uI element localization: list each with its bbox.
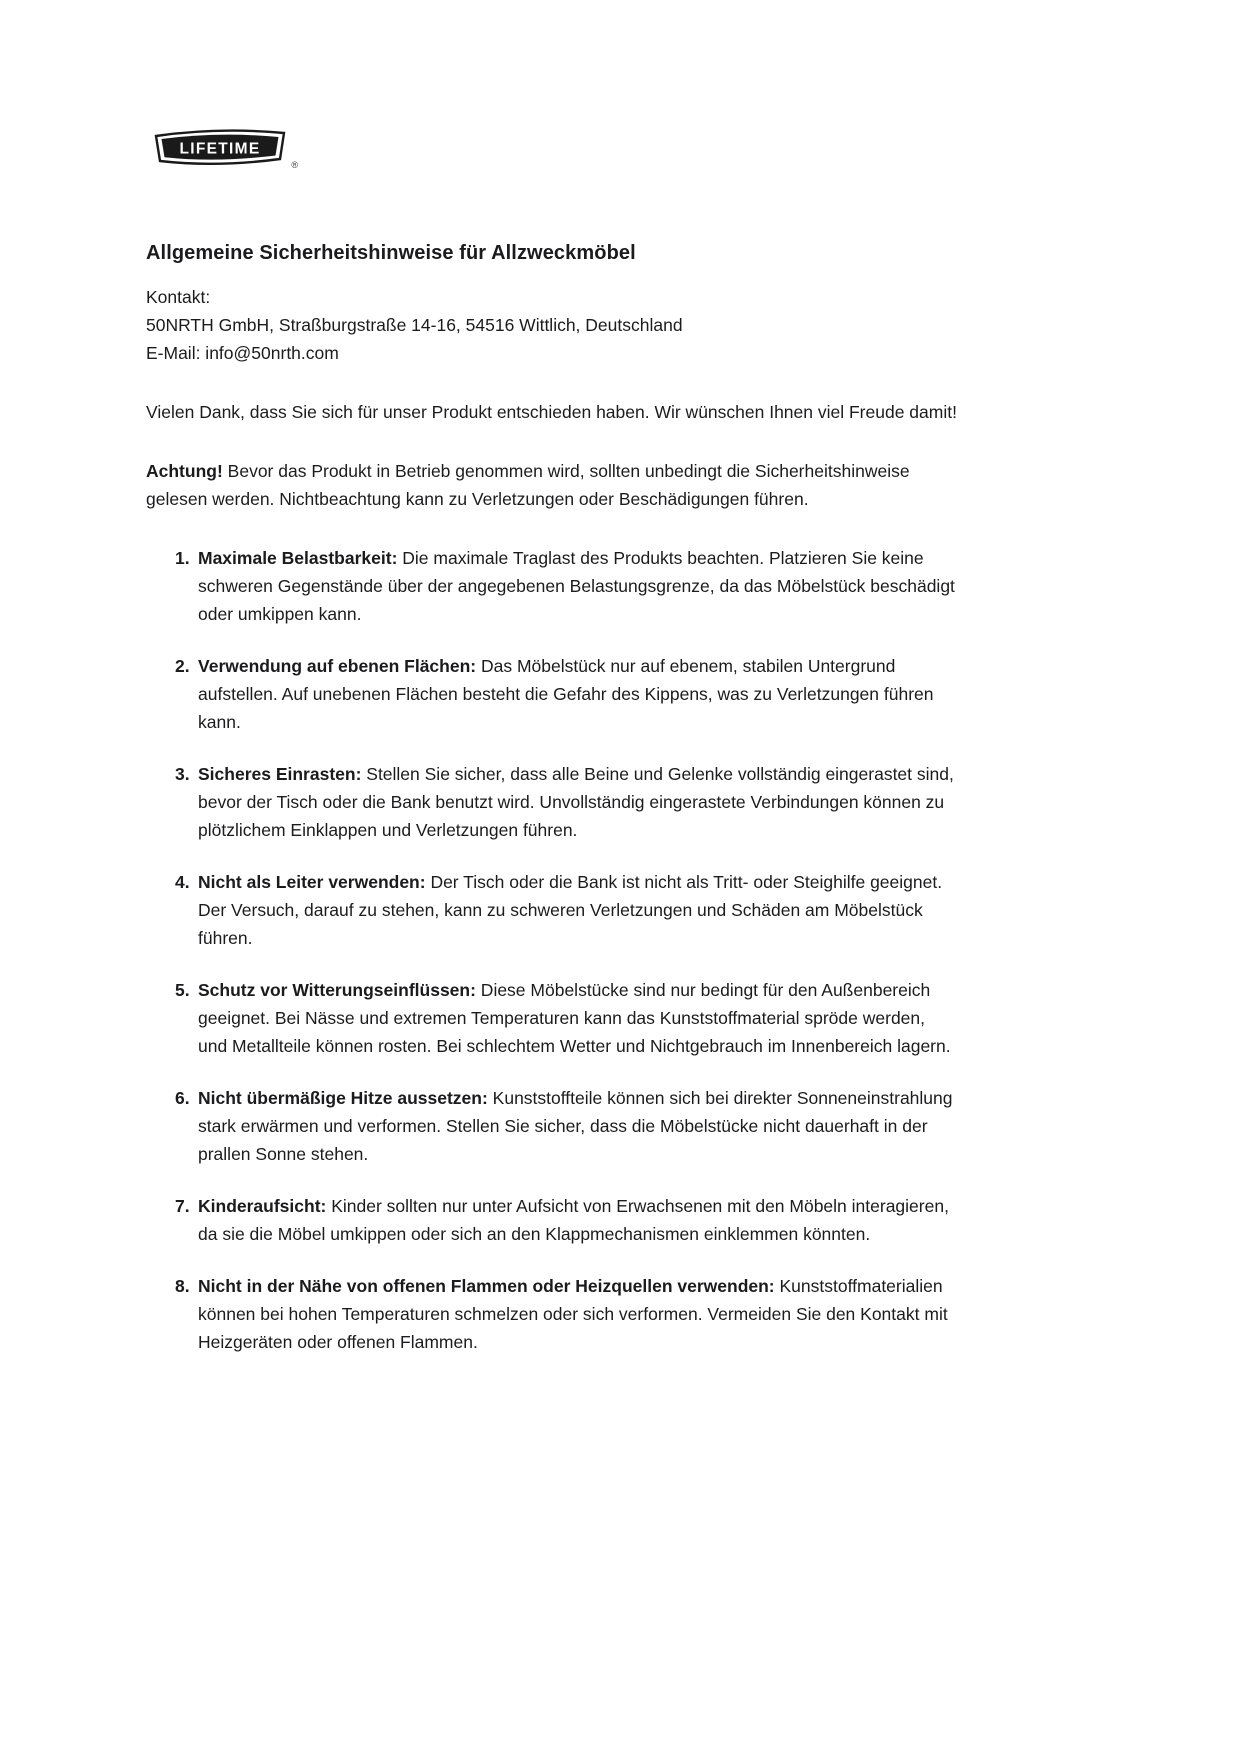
- safety-item: [146, 1192, 958, 1248]
- warning-lead: Achtung!: [146, 461, 223, 481]
- item-number: 1.: [175, 548, 190, 568]
- contact-label: Kontakt:: [146, 287, 211, 307]
- item-text: Kunststoffteile können sich bei direkter Sonneneinstrahlung stark erwärmen und verformen. Stellen Sie sicher, dass die Möbelstücke nicht dauerhaft in der prallen Sonne stehen.: [198, 1088, 953, 1164]
- item-number: 5.: [175, 980, 190, 1000]
- contact-email: E-Mail: info@50nrth.com: [146, 343, 339, 363]
- safety-item: [146, 868, 958, 952]
- item-lead: Nicht als Leiter verwenden:: [198, 872, 426, 892]
- safety-list: [146, 544, 1160, 1356]
- lifetime-badge-icon: [153, 126, 287, 166]
- item-body: [198, 976, 958, 1060]
- item-body: [198, 868, 958, 952]
- contact-block: [146, 283, 1160, 367]
- registered-trademark: ®: [291, 160, 298, 170]
- item-number: 3.: [175, 764, 190, 784]
- item-body: [198, 652, 958, 736]
- safety-item: [146, 760, 958, 844]
- warning-text: Bevor das Produkt in Betrieb genommen wird, sollten unbedingt die Sicherheitshinweise gelesen werden. Nichtbeachtung kann zu Verletzungen oder Beschädigungen führen.: [146, 461, 910, 509]
- item-lead: Sicheres Einrasten:: [198, 764, 362, 784]
- item-text: Die maximale Traglast des Produkts beachten. Platzieren Sie keine schweren Gegenstände über der angegebenen Belastungsgrenze, da das Möbelstück beschädigt oder umkippen kann.: [198, 548, 955, 624]
- contact-address: 50NRTH GmbH, Straßburgstraße 14-16, 54516 Wittlich, Deutschland: [146, 315, 683, 335]
- intro-paragraph: Vielen Dank, dass Sie sich für unser Produkt entschieden haben. Wir wünschen Ihnen viel Freude damit!: [146, 402, 957, 422]
- safety-item: [146, 544, 958, 628]
- item-text: Kunststoffmaterialien können bei hohen Temperaturen schmelzen oder sich verformen. Vermeiden Sie den Kontakt mit Heizgeräten oder offenen Flammen.: [198, 1276, 948, 1352]
- item-number: 6.: [175, 1088, 190, 1108]
- warning-paragraph: [146, 457, 958, 513]
- item-lead: Kinderaufsicht:: [198, 1196, 327, 1216]
- lifetime-logo: [153, 126, 298, 170]
- item-number: 7.: [175, 1196, 190, 1216]
- item-text: Diese Möbelstücke sind nur bedingt für den Außenbereich geeignet. Bei Nässe und extremen Temperaturen kann das Kunststoffmaterial spröde werden, und Metallteile können rosten. Bei schlechtem Wetter und Nichtgebrauch im Innenbereich lagern.: [198, 980, 951, 1056]
- item-lead: Verwendung auf ebenen Flächen:: [198, 656, 477, 676]
- safety-item: [146, 1272, 958, 1356]
- item-number: 8.: [175, 1276, 190, 1296]
- item-lead: Nicht übermäßige Hitze aussetzen:: [198, 1088, 488, 1108]
- lifetime-logo-label: LIFETIME: [179, 140, 261, 158]
- item-lead: Schutz vor Witterungseinflüssen:: [198, 980, 476, 1000]
- item-number: 4.: [175, 872, 190, 892]
- item-number: 2.: [175, 656, 190, 676]
- item-text: Kinder sollten nur unter Aufsicht von Erwachsenen mit den Möbeln interagieren, da sie die Möbel umkippen oder sich an den Klappmechanismen einklemmen könnten.: [198, 1196, 949, 1244]
- item-text: Stellen Sie sicher, dass alle Beine und Gelenke vollständig eingerastet sind, bevor der Tisch oder die Bank benutzt wird. Unvollständig eingerastete Verbindungen können zu plötzlichem Einklappen und Verletzungen führen.: [198, 764, 954, 840]
- safety-item: [146, 652, 958, 736]
- item-text: Das Möbelstück nur auf ebenem, stabilen Untergrund aufstellen. Auf unebenen Flächen besteht die Gefahr des Kippens, was zu Verletzungen führen kann.: [198, 656, 934, 732]
- safety-item: [146, 1084, 958, 1168]
- item-text: Der Tisch oder die Bank ist nicht als Tritt- oder Steighilfe geeignet. Der Versuch, darauf zu stehen, kann zu schweren Verletzungen und Schäden am Möbelstück führen.: [198, 872, 943, 948]
- item-lead: Nicht in der Nähe von offenen Flammen oder Heizquellen verwenden:: [198, 1276, 775, 1296]
- item-body: [198, 760, 958, 844]
- item-body: [198, 544, 958, 628]
- page-title: Allgemeine Sicherheitshinweise für Allzweckmöbel: [146, 242, 636, 264]
- safety-item: [146, 976, 958, 1060]
- item-body: [198, 1084, 958, 1168]
- item-body: [198, 1272, 958, 1356]
- item-body: [198, 1192, 958, 1248]
- item-lead: Maximale Belastbarkeit:: [198, 548, 398, 568]
